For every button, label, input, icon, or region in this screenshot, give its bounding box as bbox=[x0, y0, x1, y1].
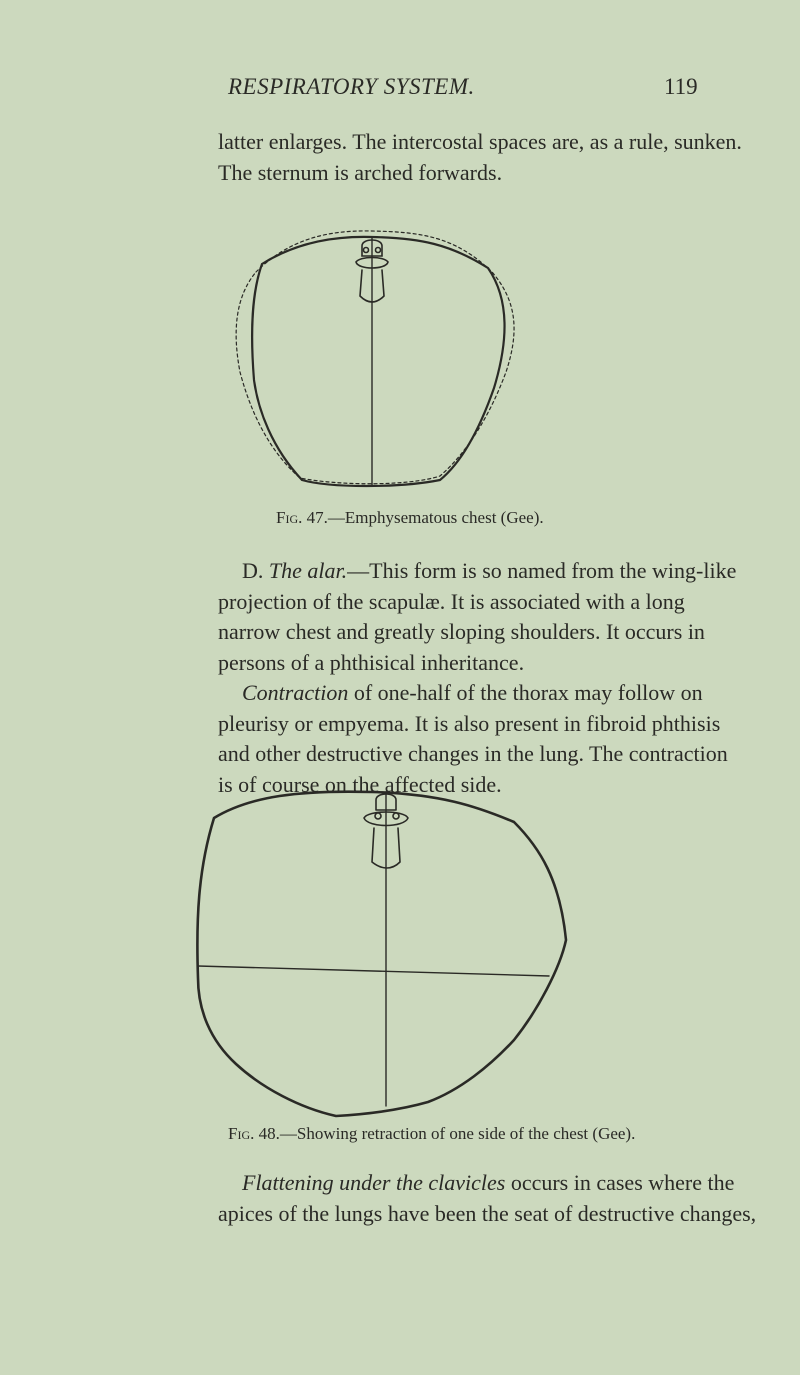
flattening-line-1 bbox=[218, 1168, 763, 1199]
figure-48-caption-text: —Showing retraction of one side of the chest (Gee). bbox=[279, 1124, 636, 1143]
flattening-term: Flattening under the clavicles bbox=[242, 1170, 506, 1195]
contraction-paragraph bbox=[218, 678, 763, 800]
running-title: RESPIRATORY SYSTEM. bbox=[228, 74, 475, 99]
flattening-paragraph bbox=[218, 1168, 763, 1229]
fig48-vertebra-icon bbox=[364, 794, 408, 868]
page-number: 119 bbox=[664, 74, 698, 99]
figure-48-caption bbox=[228, 1124, 635, 1144]
contraction-line: is of course on the affected side. bbox=[218, 771, 502, 797]
figure-48-label: Fig. 48. bbox=[228, 1124, 280, 1143]
intro-line: The sternum is arched forwards. bbox=[218, 159, 503, 185]
alar-paragraph bbox=[218, 556, 763, 678]
figure-47-caption-text: —Emphysematous chest (Gee). bbox=[327, 508, 544, 527]
fig47-normal-outline bbox=[236, 231, 514, 484]
contraction-line-1 bbox=[218, 678, 763, 709]
fig47-chest-outline bbox=[252, 237, 504, 486]
contraction-line: and other destructive changes in the lung. The contraction bbox=[218, 741, 728, 766]
contraction-line: pleurisy or empyema. It is also present in fibroid phthisis bbox=[218, 710, 721, 736]
page-header bbox=[0, 74, 800, 104]
figure-47-caption bbox=[276, 508, 544, 528]
alar-line-1-rest: —This form is so named from the wing-like bbox=[347, 558, 737, 583]
figure-47-label: Fig. 47. bbox=[276, 508, 328, 527]
alar-line-1 bbox=[218, 556, 763, 587]
fig48-horizontal-line bbox=[198, 966, 549, 976]
alar-label: D. bbox=[242, 558, 264, 583]
alar-term: The alar. bbox=[268, 558, 348, 583]
alar-line: narrow chest and greatly sloping shoulders. It occurs in bbox=[218, 619, 705, 644]
flattening-line-2: apices of the lungs have been the seat of destructive changes, bbox=[218, 1200, 757, 1226]
contraction-term: Contraction bbox=[242, 680, 349, 705]
fig48-chest-outline bbox=[197, 792, 566, 1116]
alar-line: persons of a phthisical inheritance. bbox=[218, 649, 525, 675]
flattening-line-1-rest: occurs in cases where the bbox=[505, 1170, 735, 1195]
intro-paragraph bbox=[218, 127, 763, 188]
alar-line: projection of the scapulæ. It is associated with a long bbox=[218, 588, 685, 614]
intro-line: latter enlarges. The intercostal spaces are, as a rule, sunken. bbox=[218, 129, 742, 154]
fig47-vertebra-icon bbox=[356, 240, 388, 302]
contraction-line-1-rest: of one-half of the thorax may follow on bbox=[348, 680, 703, 705]
